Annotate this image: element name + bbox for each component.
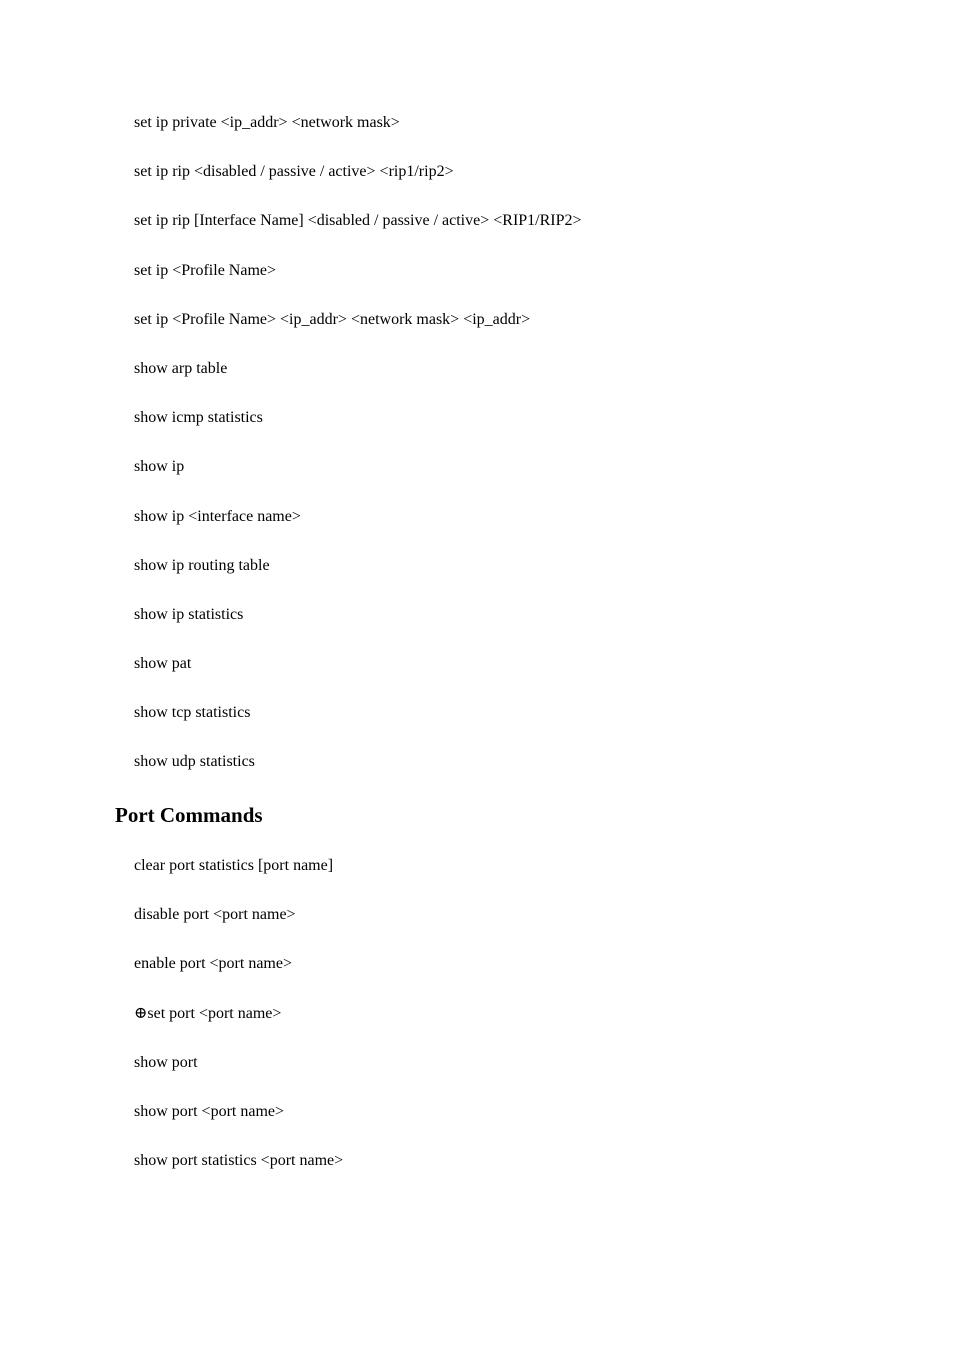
command-line: enable port <port name> bbox=[134, 955, 292, 973]
command-line: show ip statistics bbox=[134, 605, 244, 623]
command-line: set ip rip <disabled / passive / active> <rip1/rip2> bbox=[134, 163, 454, 181]
command-line: show tcp statistics bbox=[134, 704, 251, 722]
command-line: show port statistics <port name> bbox=[134, 1152, 344, 1170]
command-line: show ip <interface name> bbox=[134, 507, 301, 525]
command-line: show ip routing table bbox=[134, 556, 270, 574]
ip-command-list bbox=[134, 113, 582, 802]
command-line: show ip bbox=[134, 458, 185, 476]
command-line: show icmp statistics bbox=[134, 409, 263, 427]
command-line: clear port statistics [port name] bbox=[134, 857, 334, 874]
port-commands-heading: Port Commands bbox=[115, 803, 263, 827]
command-line: show port <port name> bbox=[134, 1102, 285, 1120]
command-line: ⊕set port <port name> bbox=[134, 1004, 282, 1022]
command-line: show port bbox=[134, 1053, 198, 1071]
command-line: disable port <port name> bbox=[134, 906, 296, 924]
command-line: show arp table bbox=[134, 359, 228, 377]
command-line: set ip rip [Interface Name] <disabled / passive / active> <RIP1/RIP2> bbox=[134, 212, 582, 230]
command-line: set ip <Profile Name> bbox=[134, 261, 277, 279]
command-line: show pat bbox=[134, 655, 192, 673]
command-line: show udp statistics bbox=[134, 753, 255, 771]
command-line: set ip private <ip_addr> <network mask> bbox=[134, 114, 400, 131]
command-line: set ip <Profile Name> <ip_addr> <network mask> <ip_addr> bbox=[134, 310, 531, 328]
port-command-list bbox=[134, 856, 343, 1200]
